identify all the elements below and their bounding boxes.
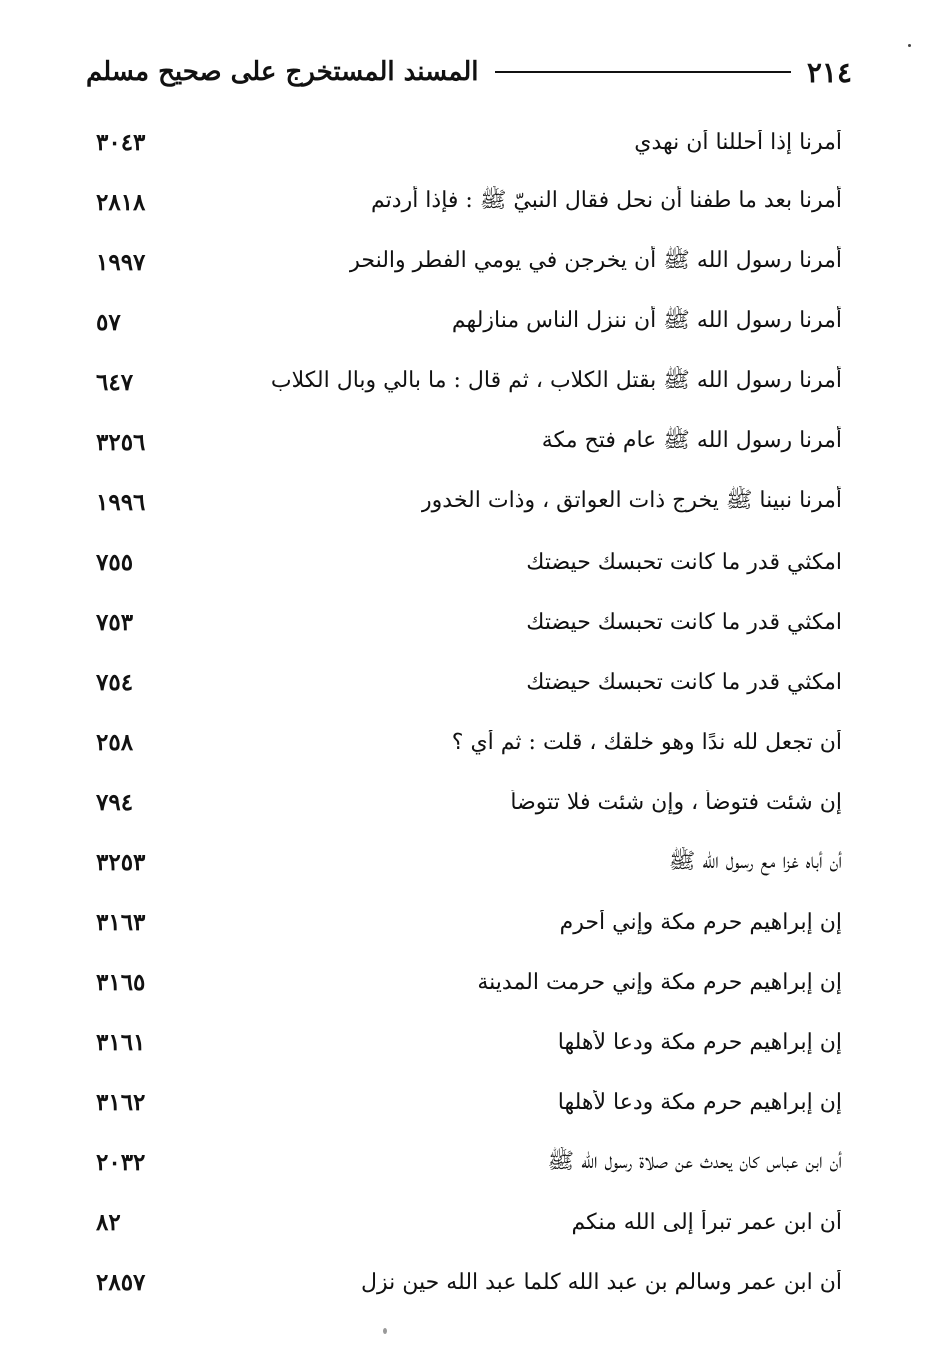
index-entry: [96, 412, 842, 472]
entry-text: أمرنا إذا أحللنا أن نهدي: [634, 129, 842, 155]
entry-text: امكثي قدر ما كانت تحبسك حيضتك: [526, 669, 842, 695]
index-entry: [96, 472, 842, 532]
index-entry: [96, 232, 842, 292]
entry-number: ٣٢٥٣: [96, 849, 146, 877]
entry-text: أن ابن عباس كان يحدث عن صلاة رسول الله ﷺ: [547, 1148, 842, 1174]
entry-text: أن أباه غزا مع رسول الله ﷺ: [668, 848, 842, 874]
entry-text: امكثي قدر ما كانت تحبسك حيضتك: [526, 609, 842, 635]
index-entry: [96, 833, 842, 893]
index-list: [96, 112, 842, 1313]
entry-number: ١٩٩٦: [96, 488, 146, 516]
entry-number: ١٩٩٧: [96, 248, 146, 276]
entry-text: أمرنا نبينا ﷺ يخرج ذات العواتق ، وذات الخدور: [421, 488, 842, 514]
entry-number: ٢٨١٨: [96, 188, 146, 216]
index-entry: [96, 172, 842, 232]
entry-number: ٧٩٤: [96, 789, 134, 817]
entry-text: إن إبراهيم حرم مكة ودعا لأهلها: [557, 1090, 842, 1116]
entry-number: ٣١٦٣: [96, 909, 146, 937]
scan-speck: [908, 44, 911, 47]
page-header: [86, 48, 852, 96]
index-entry: [96, 712, 842, 772]
entry-text: إن إبراهيم حرم مكة وإني أحرم: [559, 910, 842, 936]
entry-number: ٣١٦٢: [96, 1089, 146, 1117]
entry-number: ٢٥٨: [96, 728, 134, 756]
entry-text: أمرنا رسول الله ﷺ أن ننزل الناس منازلهم: [451, 308, 842, 334]
entry-number: ٥٧: [96, 308, 121, 336]
entry-text: إن شئت فتوضأ ، وإن شئت فلا تتوضأ: [510, 790, 842, 816]
entry-number: ٦٤٧: [96, 368, 134, 396]
index-entry: [96, 292, 842, 352]
index-entry: [96, 773, 842, 833]
index-entry: [96, 1193, 842, 1253]
entry-number: ٨٢: [96, 1209, 121, 1237]
entry-text: أن تجعل لله ندًا وهو خلقك ، قلت : ثم أي ؟: [451, 729, 842, 755]
entry-number: ٧٥٥: [96, 548, 134, 576]
entry-text: أمرنا بعد ما طفنا أن نحل فقال النبيّ ﷺ : فإذا أردتم: [371, 188, 842, 214]
index-entry: [96, 532, 842, 592]
entry-number: ٢٠٣٢: [96, 1149, 146, 1177]
entry-number: ٣٢٥٦: [96, 428, 146, 456]
index-entry: [96, 1253, 842, 1313]
entry-number: ٣٠٤٣: [96, 128, 146, 156]
entry-number: ٧٥٤: [96, 668, 134, 696]
entry-text: أن ابن عمر وسالم بن عبد الله كلما عبد الله حين نزل: [361, 1270, 842, 1296]
index-entry: [96, 652, 842, 712]
index-entry: [96, 953, 842, 1013]
entry-text: أمرنا رسول الله ﷺ أن يخرجن في يومي الفطر والنحر: [349, 248, 842, 274]
entry-text: امكثي قدر ما كانت تحبسك حيضتك: [526, 549, 842, 575]
header-rule: [495, 71, 791, 73]
entry-number: ٢٨٥٧: [96, 1269, 146, 1297]
entry-number: ٣١٦٥: [96, 969, 146, 997]
entry-number: ٧٥٣: [96, 608, 134, 636]
index-entry: [96, 1133, 842, 1193]
entry-number: ٣١٦١: [96, 1029, 146, 1057]
scan-speck: [383, 1328, 387, 1334]
book-title: المسند المستخرج على صحيح مسلم: [86, 57, 479, 87]
index-entry: [96, 112, 842, 172]
index-entry: [96, 352, 842, 412]
index-entry: [96, 1073, 842, 1133]
entry-text: إن إبراهيم حرم مكة وإني حرمت المدينة: [477, 970, 842, 996]
index-entry: [96, 1013, 842, 1073]
entry-text: أن ابن عمر تبرأ إلى الله منكم: [571, 1210, 842, 1236]
entry-text: إن إبراهيم حرم مكة ودعا لأهلها: [557, 1030, 842, 1056]
index-entry: [96, 592, 842, 652]
page-number: ٢١٤: [806, 55, 852, 89]
index-entry: [96, 893, 842, 953]
entry-text: أمرنا رسول الله ﷺ بقتل الكلاب ، ثم قال : ما بالي وبال الكلاب: [270, 368, 842, 394]
entry-text: أمرنا رسول الله ﷺ عام فتح مكة: [541, 428, 842, 454]
